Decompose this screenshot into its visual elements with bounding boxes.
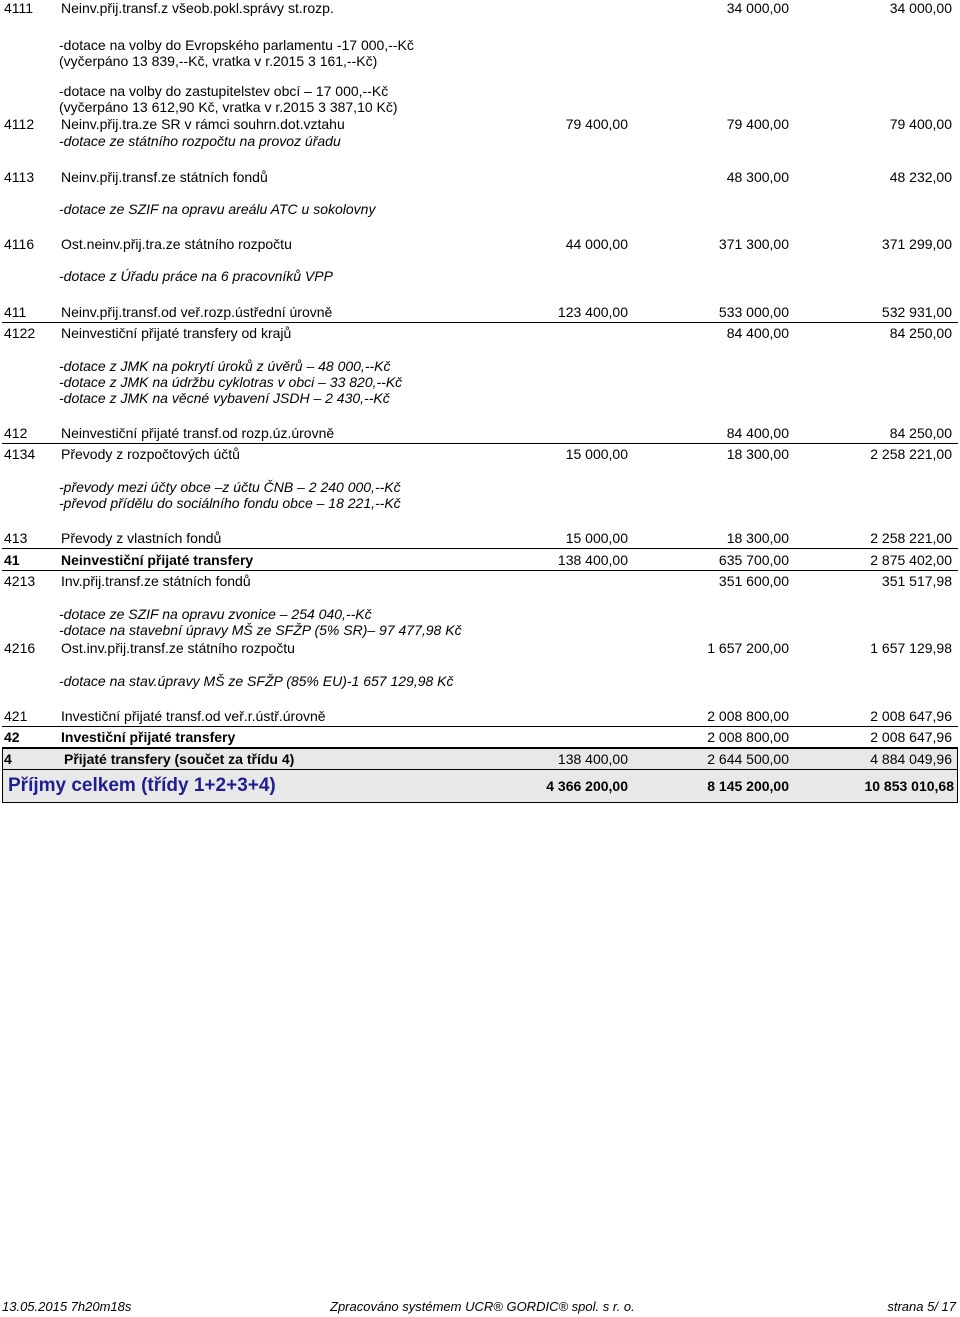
item-code: 42 (4, 729, 20, 745)
note-line: -dotace z JMK na věcné vybavení JSDH – 2 430,--Kč (59, 390, 390, 406)
value-col-2: 79 400,00 (726, 116, 789, 132)
item-name: Neinv.přij.tra.ze SR v rámci souhrn.dot.vztahu (61, 116, 345, 132)
note-line: -dotace na stavební úpravy MŠ ze SFŽP (5% SR)– 97 477,98 Kč (59, 622, 462, 638)
grand-total-col-2: 8 145 200,00 (707, 778, 789, 794)
note-line: -dotace z Úřadu práce na 6 pracovníků VPP (59, 268, 333, 284)
item-name: Neinvestiční přijaté transf.od rozp.úz.úrovně (61, 425, 335, 441)
value-col-2: 635 700,00 (718, 552, 789, 568)
note-line: -dotace na volby do zastupitelstev obcí – 17 000,--Kč (59, 83, 389, 99)
value-col-3: 4 884 049,96 (870, 751, 952, 767)
note-line: -dotace ze státního rozpočtu na provoz úřadu (59, 133, 341, 149)
value-col-2: 34 000,00 (726, 0, 789, 16)
note-line: -převod přídělu do sociálního fondu obce – 18 221,--Kč (59, 495, 401, 511)
page-footer (0, 1299, 960, 1315)
value-col-2: 2 008 800,00 (707, 708, 789, 724)
value-col-3: 532 931,00 (881, 304, 952, 320)
note-line: -dotace ze SZIF na opravu zvonice – 254 040,--Kč (59, 606, 372, 622)
value-col-2: 533 000,00 (718, 304, 789, 320)
footer-system: Zpracováno systémem UCR® GORDIC® spol. s r. o. (330, 1299, 635, 1314)
value-col-2: 351 600,00 (718, 573, 789, 589)
grand-total-col-3: 10 853 010,68 (864, 778, 954, 794)
value-col-3: 351 517,98 (881, 573, 952, 589)
item-name: Ost.neinv.přij.tra.ze státního rozpočtu (61, 236, 292, 252)
item-code: 421 (4, 708, 28, 724)
value-col-1: 138 400,00 (557, 552, 628, 568)
row-separator (2, 726, 958, 727)
value-col-3: 371 299,00 (881, 236, 952, 252)
item-name: Inv.přij.transf.ze státních fondů (61, 573, 251, 589)
value-col-2: 84 400,00 (726, 325, 789, 341)
value-col-1: 44 000,00 (565, 236, 628, 252)
value-col-3: 2 258 221,00 (870, 530, 952, 546)
footer-datetime: 13.05.2015 7h20m18s (2, 1299, 132, 1314)
item-name: Neinvestiční přijaté transfery (61, 552, 254, 568)
value-col-2: 48 300,00 (726, 169, 789, 185)
value-col-3: 48 232,00 (889, 169, 952, 185)
item-code: 4122 (4, 325, 36, 341)
item-code: 4134 (4, 446, 36, 462)
note-line: (vyčerpáno 13 612,90 Kč, vratka v r.2015 3 387,10 Kč) (59, 99, 398, 115)
value-col-2: 371 300,00 (718, 236, 789, 252)
value-col-1: 15 000,00 (565, 446, 628, 462)
value-col-3: 2 875 402,00 (870, 552, 952, 568)
value-col-2: 2 644 500,00 (707, 751, 789, 767)
note-line: -dotace z JMK na údržbu cyklotras v obci – 33 820,--Kč (59, 374, 403, 390)
note-line: -dotace z JMK na pokrytí úroků z úvěrů – 48 000,--Kč (59, 358, 391, 374)
item-name: Převody z vlastních fondů (61, 530, 222, 546)
value-col-2: 84 400,00 (726, 425, 789, 441)
item-name: Převody z rozpočtových účtů (61, 446, 240, 462)
value-col-3: 34 000,00 (889, 0, 952, 16)
item-code: 4116 (4, 236, 35, 252)
row-separator (2, 443, 958, 444)
note-line: -převody mezi účty obce –z účtu ČNB – 2 240 000,--Kč (59, 479, 401, 495)
item-code: 41 (4, 552, 20, 568)
item-code: 4112 (4, 116, 35, 132)
value-col-3: 2 008 647,96 (870, 708, 952, 724)
value-col-3: 84 250,00 (889, 325, 952, 341)
note-line: -dotace na volby do Evropského parlamentu -17 000,--Kč (59, 37, 414, 53)
value-col-1: 79 400,00 (565, 116, 628, 132)
value-col-2: 18 300,00 (726, 446, 789, 462)
value-col-3: 79 400,00 (889, 116, 952, 132)
footer-page-number: strana 5/ 17 (887, 1299, 956, 1314)
value-col-3: 1 657 129,98 (870, 640, 952, 656)
note-line: (vyčerpáno 13 839,--Kč, vratka v r.2015 3 161,--Kč) (59, 53, 378, 69)
item-name: Neinv.přij.transf.ze státních fondů (61, 169, 268, 185)
item-code: 413 (4, 530, 28, 546)
item-code: 4 (4, 751, 12, 767)
item-code: 4216 (4, 640, 36, 656)
value-col-3: 2 008 647,96 (870, 729, 952, 745)
value-col-1: 138 400,00 (557, 751, 628, 767)
value-col-2: 18 300,00 (726, 530, 789, 546)
item-code: 4213 (4, 573, 36, 589)
item-name: Neinv.přij.transf.z všeob.pokl.správy st.rozp. (61, 0, 334, 16)
item-code: 412 (4, 425, 28, 441)
value-col-3: 84 250,00 (889, 425, 952, 441)
note-line: -dotace na stav.úpravy MŠ ze SFŽP (85% EU)-1 657 129,98 Kč (59, 673, 454, 689)
value-col-1: 15 000,00 (565, 530, 628, 546)
value-col-3: 2 258 221,00 (870, 446, 952, 462)
grand-total-label: Příjmy celkem (třídy 1+2+3+4) (8, 775, 276, 796)
value-col-2: 2 008 800,00 (707, 729, 789, 745)
row-separator (2, 570, 958, 571)
item-name: Neinvestiční přijaté transfery od krajů (61, 325, 292, 341)
item-name: Investiční přijaté transf.od veř.r.ústř.úrovně (61, 708, 326, 724)
item-name: Investiční přijaté transfery (61, 729, 236, 745)
row-separator (2, 548, 958, 549)
value-col-1: 123 400,00 (557, 304, 628, 320)
item-name: Neinv.přij.transf.od veř.rozp.ústřední úrovně (61, 304, 333, 320)
item-name: Přijaté transfery (součet za třídu 4) (64, 751, 295, 767)
item-name: Ost.inv.přij.transf.ze státního rozpočtu (61, 640, 295, 656)
item-code: 4113 (4, 169, 35, 185)
value-col-2: 1 657 200,00 (707, 640, 789, 656)
grand-total-col-1: 4 366 200,00 (546, 778, 628, 794)
item-code: 4111 (4, 0, 34, 16)
note-line: -dotace ze SZIF na opravu areálu ATC u sokolovny (59, 201, 376, 217)
item-code: 411 (4, 304, 27, 320)
row-separator (2, 322, 958, 323)
